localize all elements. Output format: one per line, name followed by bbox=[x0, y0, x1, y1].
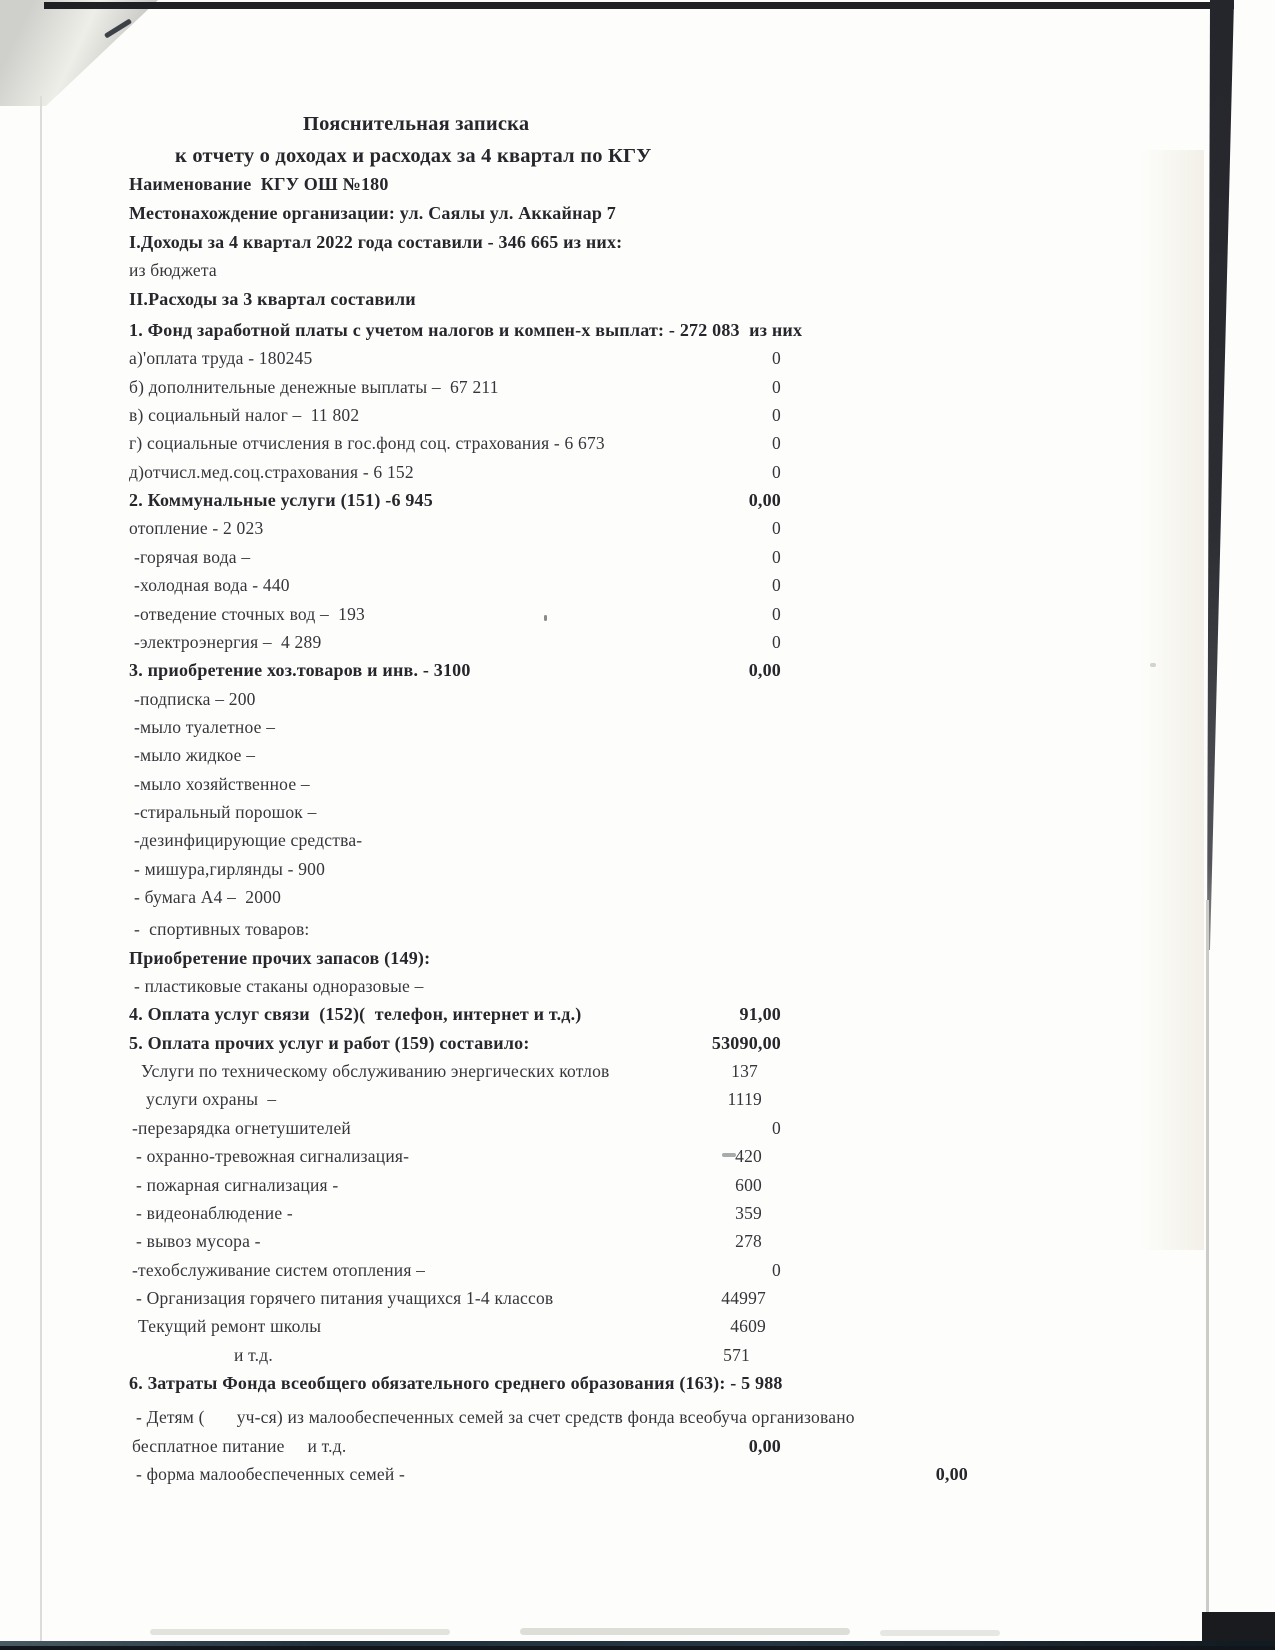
header-line: I.Доходы за 4 квартал 2022 года составили - 346 665 из них: bbox=[129, 231, 623, 252]
scan-smudge bbox=[520, 1628, 850, 1635]
report-row bbox=[0, 1260, 1275, 1289]
row-label: 1. Фонд заработной платы с учетом налогов и компен-х выплат: - 272 083 из них bbox=[129, 320, 803, 340]
row-label: -подписка – 200 bbox=[134, 688, 256, 709]
scan-bottom-edge-line bbox=[0, 1646, 1275, 1650]
report-row bbox=[0, 745, 1275, 774]
row-label: б) дополнительные денежные выплаты – 67 211 bbox=[129, 376, 499, 397]
row-value: 0 bbox=[772, 348, 781, 369]
row-label: в) социальный налог – 11 802 bbox=[129, 405, 360, 426]
row-label: -дезинфицирующие средства- bbox=[134, 830, 363, 851]
row-value: 0,00 bbox=[748, 660, 781, 681]
row-value: 0 bbox=[772, 575, 781, 596]
row-value: 278 bbox=[735, 1231, 762, 1252]
row-label: г) социальные отчисления в гос.фонд соц. страхования - 6 673 bbox=[129, 433, 605, 454]
report-row bbox=[0, 660, 1275, 689]
report-row bbox=[0, 1004, 1275, 1033]
report-row bbox=[0, 405, 1275, 434]
report-row bbox=[0, 1089, 1275, 1118]
document-title: Пояснительная записка bbox=[303, 113, 530, 135]
report-row bbox=[0, 802, 1275, 831]
report-row bbox=[0, 1436, 1275, 1465]
row-label: Приобретение прочих запасов (149): bbox=[129, 947, 431, 968]
row-value: 137 bbox=[731, 1061, 758, 1082]
row-label: -мыло хозяйственное – bbox=[134, 773, 310, 794]
row-label: -техобслуживание систем отопления – bbox=[132, 1259, 426, 1280]
row-value: 0,00 bbox=[748, 490, 781, 511]
report-row bbox=[0, 1061, 1275, 1090]
report-row bbox=[0, 1373, 1275, 1402]
row-label: Услуги по техническому обслуживанию энергических котлов bbox=[141, 1061, 610, 1082]
header-line: из бюджета bbox=[129, 260, 217, 281]
row-value: 91,00 bbox=[739, 1004, 781, 1025]
row-label: 5. Оплата прочих услуг и работ (159) составило: bbox=[129, 1032, 530, 1053]
row-value: 0 bbox=[772, 603, 781, 624]
row-value: 0 bbox=[772, 433, 781, 454]
scan-smudge bbox=[150, 1629, 450, 1635]
row-value: 0 bbox=[772, 546, 781, 567]
row-label: а)'оплата труда - 180245 bbox=[129, 348, 313, 369]
row-label: бесплатное питание и т.д. bbox=[132, 1435, 347, 1456]
report-row bbox=[0, 320, 1275, 349]
row-label: Текущий ремонт школы bbox=[138, 1316, 322, 1337]
row-value: 0,00 bbox=[748, 1435, 781, 1456]
row-label: - спортивных товаров: bbox=[134, 919, 310, 940]
report-row bbox=[0, 859, 1275, 888]
row-label: услуги охраны – bbox=[146, 1089, 277, 1110]
row-label: - мишура,гирлянды - 900 bbox=[134, 858, 326, 879]
report-row bbox=[0, 433, 1275, 462]
row-value: 44997 bbox=[721, 1287, 766, 1308]
report-row bbox=[0, 1033, 1275, 1062]
row-value: 600 bbox=[735, 1174, 762, 1195]
report-row bbox=[0, 462, 1275, 491]
report-row bbox=[0, 689, 1275, 718]
row-label: 4. Оплата услуг связи (152)( телефон, интернет и т.д.) bbox=[129, 1004, 582, 1025]
row-value: 420 bbox=[735, 1146, 762, 1167]
report-row bbox=[0, 1345, 1275, 1374]
report-row bbox=[0, 774, 1275, 803]
scan-smudge bbox=[880, 1630, 1000, 1636]
report-row bbox=[0, 1231, 1275, 1260]
row-value: 4609 bbox=[730, 1316, 766, 1337]
report-row bbox=[0, 1316, 1275, 1345]
row-label: 2. Коммунальные услуги (151) -6 945 bbox=[129, 490, 433, 511]
row-value: 0 bbox=[772, 376, 781, 397]
report-row bbox=[0, 604, 1275, 633]
row-label: -отведение сточных вод – 193 bbox=[134, 603, 365, 624]
row-label: -перезарядка огнетушителей bbox=[132, 1117, 352, 1138]
row-label: - охранно-тревожная сигнализация- bbox=[136, 1146, 410, 1167]
row-label: - пожарная сигнализация - bbox=[136, 1174, 339, 1195]
row-label: -мыло туалетное – bbox=[134, 716, 276, 737]
row-value: 0 bbox=[772, 1259, 781, 1280]
row-value: 0 bbox=[772, 518, 781, 539]
header-line: Наименование КГУ ОШ №180 bbox=[129, 174, 389, 194]
report-row bbox=[0, 1288, 1275, 1317]
row-label: -мыло жидкое – bbox=[134, 745, 256, 766]
header-line: II.Расходы за 3 квартал составили bbox=[129, 289, 416, 310]
report-row bbox=[0, 948, 1275, 977]
row-label: -холодная вода - 440 bbox=[134, 575, 290, 596]
row-label: -горячая вода – bbox=[134, 546, 251, 567]
report-row bbox=[0, 518, 1275, 547]
scan-corner-fold bbox=[0, 0, 170, 110]
scan-top-edge bbox=[44, 2, 1234, 9]
row-value: 1119 bbox=[727, 1089, 762, 1110]
report-row bbox=[0, 348, 1275, 377]
row-label: 6. Затраты Фонда всеобщего обязательного среднего образования (163): - 5 988 bbox=[129, 1372, 783, 1393]
row-label: -стиральный порошок – bbox=[134, 801, 317, 822]
report-row bbox=[0, 1175, 1275, 1204]
report-row bbox=[0, 377, 1275, 406]
row-value: 571 bbox=[723, 1344, 750, 1365]
report-row bbox=[0, 490, 1275, 519]
report-row bbox=[0, 547, 1275, 576]
row-label: отопление - 2 023 bbox=[129, 518, 264, 539]
row-label: - видеонаблюдение - bbox=[136, 1202, 293, 1223]
row-value: 0 bbox=[772, 405, 781, 426]
row-label: - пластиковые стаканы одноразовые – bbox=[134, 976, 424, 997]
report-row bbox=[0, 1203, 1275, 1232]
report-row bbox=[0, 575, 1275, 604]
row-value: 0 bbox=[772, 461, 781, 482]
row-value: 0 bbox=[772, 631, 781, 652]
report-row bbox=[0, 1407, 1275, 1436]
row-value: 0,00 bbox=[935, 1464, 968, 1484]
report-row bbox=[0, 1118, 1275, 1147]
report-row bbox=[0, 632, 1275, 661]
report-row bbox=[0, 887, 1275, 916]
row-label: д)отчисл.мед.соц.страхования - 6 152 bbox=[129, 461, 414, 482]
row-label: - форма малообеспеченных семей - bbox=[136, 1464, 406, 1484]
report-row bbox=[0, 976, 1275, 1005]
report-row bbox=[0, 1464, 1275, 1493]
row-value: 359 bbox=[735, 1202, 762, 1223]
row-value: 0 bbox=[772, 1117, 781, 1138]
row-label: - бумага А4 – 2000 bbox=[134, 887, 282, 907]
row-label: 3. приобретение хоз.товаров и инв. - 3100 bbox=[129, 660, 471, 681]
row-value: 53090,00 bbox=[711, 1032, 781, 1053]
report-row bbox=[0, 830, 1275, 859]
row-label: - Организация горячего питания учащихся 1-4 классов bbox=[136, 1287, 554, 1308]
document-subtitle: к отчету о доходах и расходах за 4 квартал по КГУ bbox=[175, 145, 652, 167]
report-row bbox=[0, 717, 1275, 746]
row-label: -электроэнергия – 4 289 bbox=[134, 631, 322, 652]
row-label: - вывоз мусора - bbox=[136, 1231, 261, 1252]
row-label: и т.д. bbox=[234, 1344, 273, 1365]
report-row bbox=[0, 919, 1275, 948]
report-row bbox=[0, 1146, 1275, 1175]
header-line: Местонахождение организации: ул. Саялы ул. Аккайнар 7 bbox=[129, 202, 616, 223]
row-label: - Детям ( уч-ся) из малообеспеченных семей за счет средств фонда всеобуча организовано bbox=[136, 1407, 855, 1428]
